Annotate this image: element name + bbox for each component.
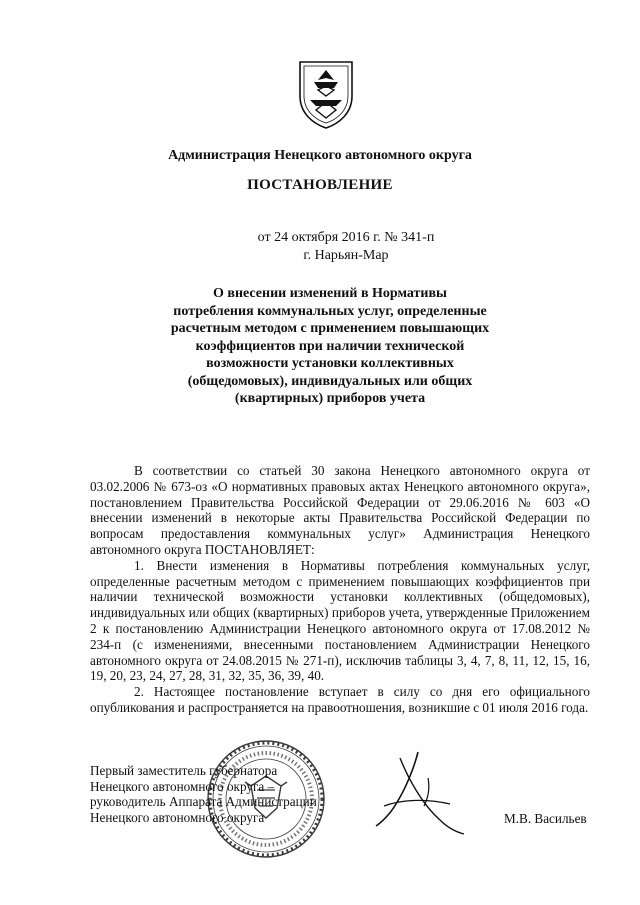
- title-line: О внесении изменений в Нормативы: [213, 286, 447, 301]
- document-body: [90, 463, 590, 716]
- handwritten-signature-icon: [370, 748, 470, 838]
- signatory-line: Ненецкого автономного округа: [90, 809, 265, 825]
- body-paragraph-preamble: В соответствии со статьей 30 закона Ненецкого автономного округа от 03.02.2006 № 673-оз «О нормативных правовых актах Ненецкого автономного округа», постановлением Правительства Российской Федерации от 29.06.2016 № 603 «О внесении изменений в некоторые акты Правительства Российской Федерации по вопросам предоставления коммунальных услуг» Администрация Ненецкого автономного округа ПОСТАНОВЛЯЕТ:: [90, 463, 590, 557]
- title-line: возможности установки коллективных: [206, 356, 454, 371]
- document-date-number: от 24 октября 2016 г. № 341-п: [257, 230, 435, 245]
- body-paragraph-item-1: 1. Внести изменения в Нормативы потребления коммунальных услуг, определенные расчетным методом с применением повышающих коэффициентов при наличии технической возможности установки коллективных (общедомовых), индивидуальных или общих (квартирных) приборов учета, утвержденные Приложением 2 к постановлению Администрации Ненецкого автономного округа от 17.08.2012 № 234-п (с изменениями, внесенными постановлением Администрации Ненецкого автономного округа от 24.08.2015 № 271-п), исключив таблицы 3, 4, 7, 8, 11, 12, 15, 16, 19, 20, 23, 24, 27, 28, 31, 32, 35, 36, 39, 40.: [90, 557, 590, 684]
- title-line: коэффициентов при наличии технической: [195, 338, 465, 354]
- title-line: (общедомовых), индивидуальных или общих: [187, 373, 473, 389]
- title-line: расчетным методом с применением повышающих: [170, 321, 490, 336]
- signatory-line: руководитель Аппарата Администрации: [90, 794, 317, 810]
- document-city: г. Нарьян-Мар: [303, 248, 389, 263]
- signatory-name: М.В. Васильев: [504, 811, 587, 826]
- title-line: потребления коммунальных услуг, определенные: [173, 303, 487, 319]
- signatory-line: Первый заместитель губернатора: [90, 763, 278, 778]
- body-paragraph-item-2: 2. Настоящее постановление вступает в силу со дня его официального опубликования и распространяется на правоотношения, возникшие с 01 июля 2016 года.: [90, 684, 590, 715]
- coat-of-arms-icon: [296, 56, 356, 130]
- title-line: (квартирных) приборов учета: [234, 391, 426, 406]
- signatory-line: Ненецкого автономного округа –: [90, 778, 275, 794]
- organization-name: Администрация Ненецкого автономного округа: [168, 148, 472, 163]
- signatory-position: [90, 763, 317, 825]
- document-title: [150, 285, 510, 408]
- document-type: ПОСТАНОВЛЕНИЕ: [247, 177, 393, 193]
